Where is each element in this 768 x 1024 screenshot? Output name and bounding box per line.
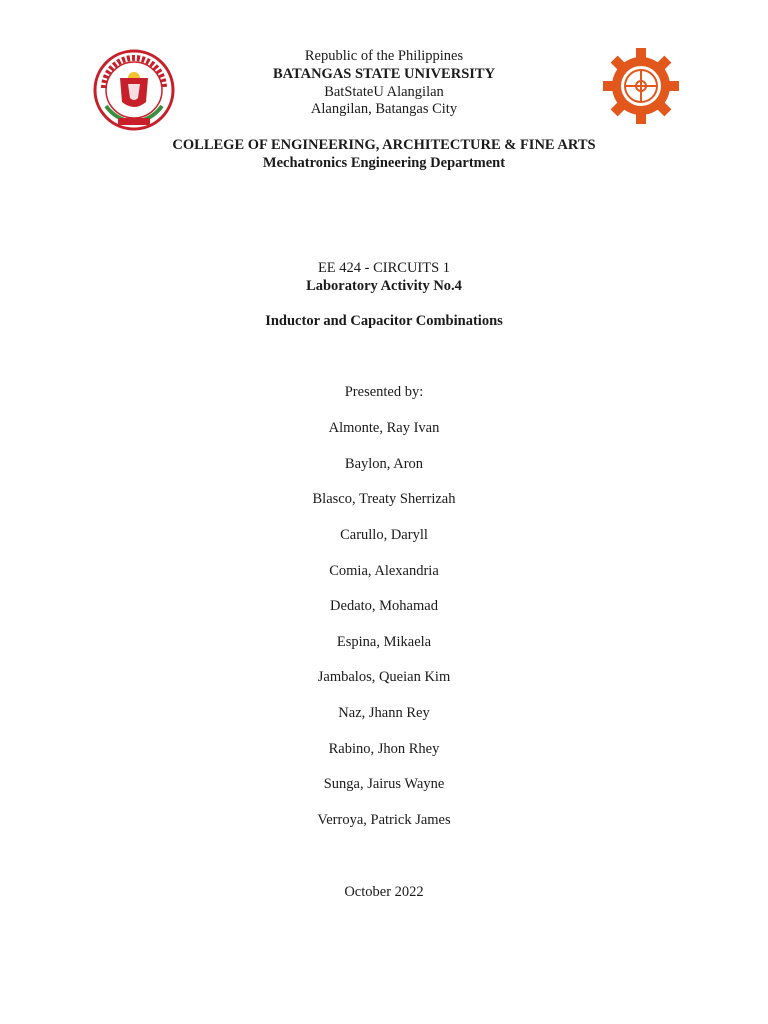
- activity-title: Inductor and Capacitor Combinations: [265, 313, 503, 329]
- member-name: Baylon, Aron: [344, 456, 424, 472]
- member-name: Jambalos, Queian Kim: [317, 669, 451, 685]
- campus-name: BatStateU Alangilan: [324, 84, 444, 100]
- country-line: Republic of the Philippines: [304, 48, 464, 64]
- member-name: Sunga, Jairus Wayne: [323, 776, 445, 792]
- department-name: Mechatronics Engineering Department: [262, 155, 506, 171]
- member-name: Verroya, Patrick James: [317, 812, 451, 828]
- member-name: Comia, Alexandria: [329, 563, 439, 579]
- member-name: Blasco, Treaty Sherrizah: [312, 491, 456, 507]
- submission-date: October 2022: [344, 884, 424, 900]
- campus-address: Alangilan, Batangas City: [310, 101, 458, 117]
- member-name: Naz, Jhann Rey: [338, 705, 430, 721]
- activity-number: Laboratory Activity No.4: [306, 278, 462, 294]
- university-name: BATANGAS STATE UNIVERSITY: [272, 66, 496, 82]
- college-name: COLLEGE OF ENGINEERING, ARCHITECTURE & FINE ARTS: [172, 137, 596, 153]
- member-name: Dedato, Mohamad: [330, 598, 438, 614]
- member-name: Espina, Mikaela: [336, 634, 432, 650]
- presented-by-label: Presented by:: [344, 384, 424, 400]
- course-code: EE 424 - CIRCUITS 1: [317, 260, 451, 276]
- member-name: Almonte, Ray Ivan: [328, 420, 440, 436]
- member-name: Rabino, Jhon Rhey: [328, 741, 440, 757]
- member-name: Carullo, Daryll: [340, 527, 428, 543]
